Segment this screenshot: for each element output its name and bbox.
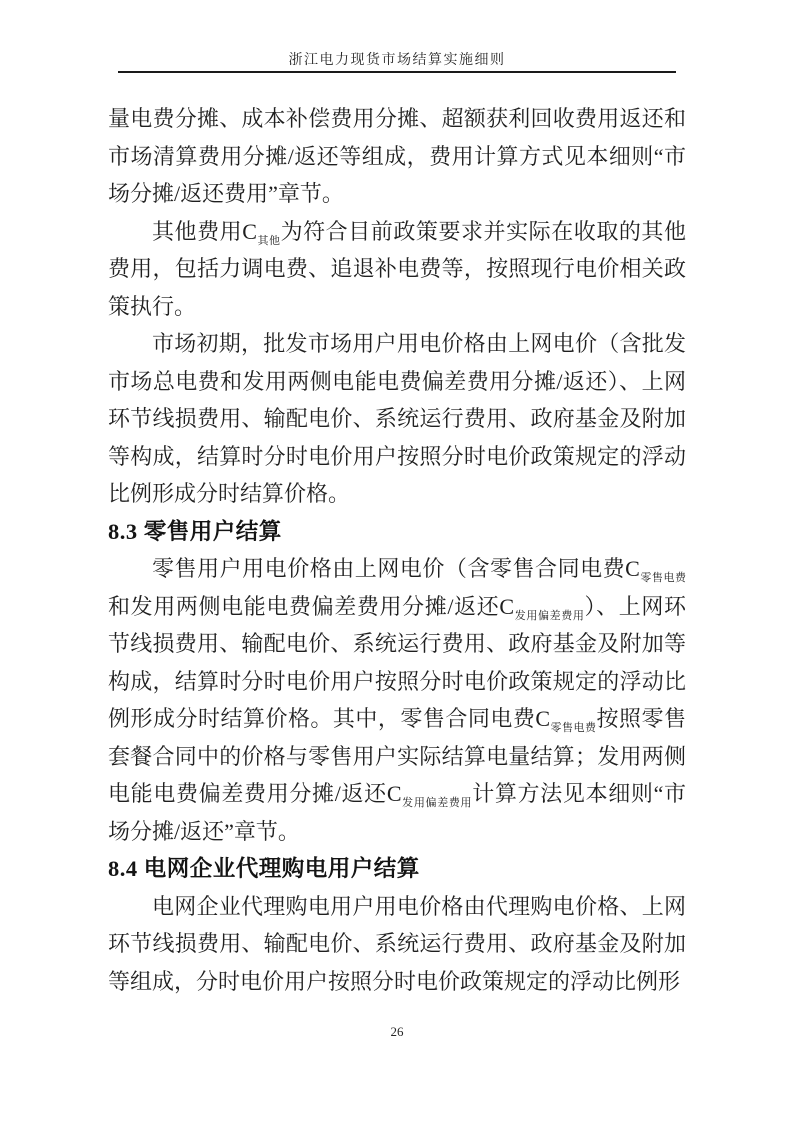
- paragraph-fee-composition: 量电费分摊、成本补偿费用分摊、超额获利回收费用返还和市场清算费用分摊/返还等组成，费用计算方式见本细则“市场分摊/返还费用”章节。: [108, 106, 686, 206]
- text-run: 和发用两侧电能电费偏差费用分摊/返还C: [108, 593, 515, 619]
- header-title: 浙江电力现货市场结算实施细则: [288, 53, 506, 68]
- subscript-other-fee: 其他: [256, 234, 281, 247]
- text-run: 零售用户用电价格由上网电价（含零售合同电费C: [152, 556, 640, 581]
- subscript-retail-contract-fee: 零售电费: [550, 722, 597, 734]
- subscript-deviation-fee: 发用偏差费用: [401, 797, 473, 809]
- paragraph-retail-user-settlement: [108, 550, 686, 850]
- subscript-retail-contract-fee: 零售电费: [639, 572, 686, 584]
- section-heading-8-3-retail-user-settlement: 8.3 零售用户结算: [108, 518, 282, 544]
- paragraph-grid-agent-purchase-users: 电网企业代理购电用户用电价格由代理购电价格、上网环节线损费用、输配电价、系统运行费用、政府基金及附加等组成，分时电价用户按照分时电价政策规定的浮动比例形: [108, 893, 686, 994]
- paragraph-wholesale-market-users: 市场初期，批发市场用户用电价格由上网电价（含批发市场总电费和发用两侧电能电费偏差费用分摊/返还）、上网环节线损费用、输配电价、系统运行费用、政府基金及附加等构成，结算时分时电价用户按照分时电价政策规定的浮动比例形成分时结算价格。: [108, 331, 686, 506]
- text-run: 为符合目前政策要求并实际在收取的其他费用，包括力调电费、追退补电费等，按照现行电价相关政策执行。: [108, 218, 686, 319]
- page-number: 26: [390, 1024, 404, 1039]
- subscript-deviation-fee: 发用偏差费用: [514, 609, 585, 622]
- text-run: ）、上网环节线损费用、输配电价、系统运行费用、政府基金及附加等构成，结算时分时电价用户按照分时电价政策规定的浮动比例形成分时结算价格。其中，零售合同电费C: [108, 593, 686, 731]
- text-run: 其他费用C: [152, 218, 257, 244]
- paragraph-other-fees: [108, 213, 686, 326]
- section-heading-8-4-grid-agent-purchase-settlement: 8.4 电网企业代理购电用户结算: [108, 856, 420, 881]
- document-body: [108, 100, 686, 1000]
- text-run: 计算方法见本细则“市场分摊/返还”章节。: [108, 781, 687, 844]
- text-run: 按照零售套餐合同中的价格与零售用户实际结算电量结算；发用两侧电能电费偏差费用分摊/返还C: [108, 706, 686, 806]
- header-rule: [118, 71, 676, 73]
